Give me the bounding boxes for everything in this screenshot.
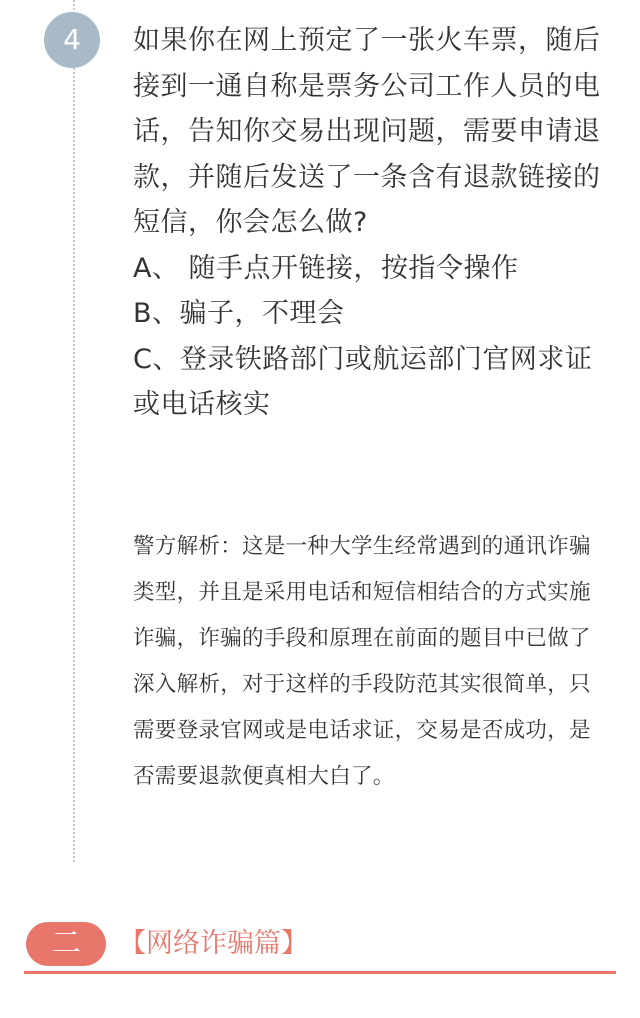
police-analysis: 警方解析：这是一种大学生经常遇到的通讯诈骗类型，并且是采用电话和短信相结合的方式实施诈骗，诈骗的手段和原理在前面的题目中已做了深入解析，对于这样的手段防范其实很简单，只需要登录官网或是电话求证，交易是否成功，是否需要退款便真相大白了。 [133,534,591,789]
step-number-badge: 4 [44,12,100,68]
section-number-badge: 二 [26,922,106,966]
option-b: B、骗子，不理会 [133,298,345,329]
section-header [24,920,616,980]
question-block [133,18,603,428]
timeline-dotted-line [73,0,75,862]
option-a: A、 随手点开链接，按指令操作 [133,252,519,284]
question-text: 如果你在网上预定了一张火车票，随后接到一通自称是票务公司工作人员的电话，告知你交易出现问题，需要申请退款，并随后发送了一条含有退款链接的短信，你会怎么做? [133,25,601,238]
option-c: C、登录铁路部门或航运部门官网求证或电话核实 [133,343,593,420]
section-title: 【网络诈骗篇】 [119,928,308,959]
section-divider [24,971,616,974]
